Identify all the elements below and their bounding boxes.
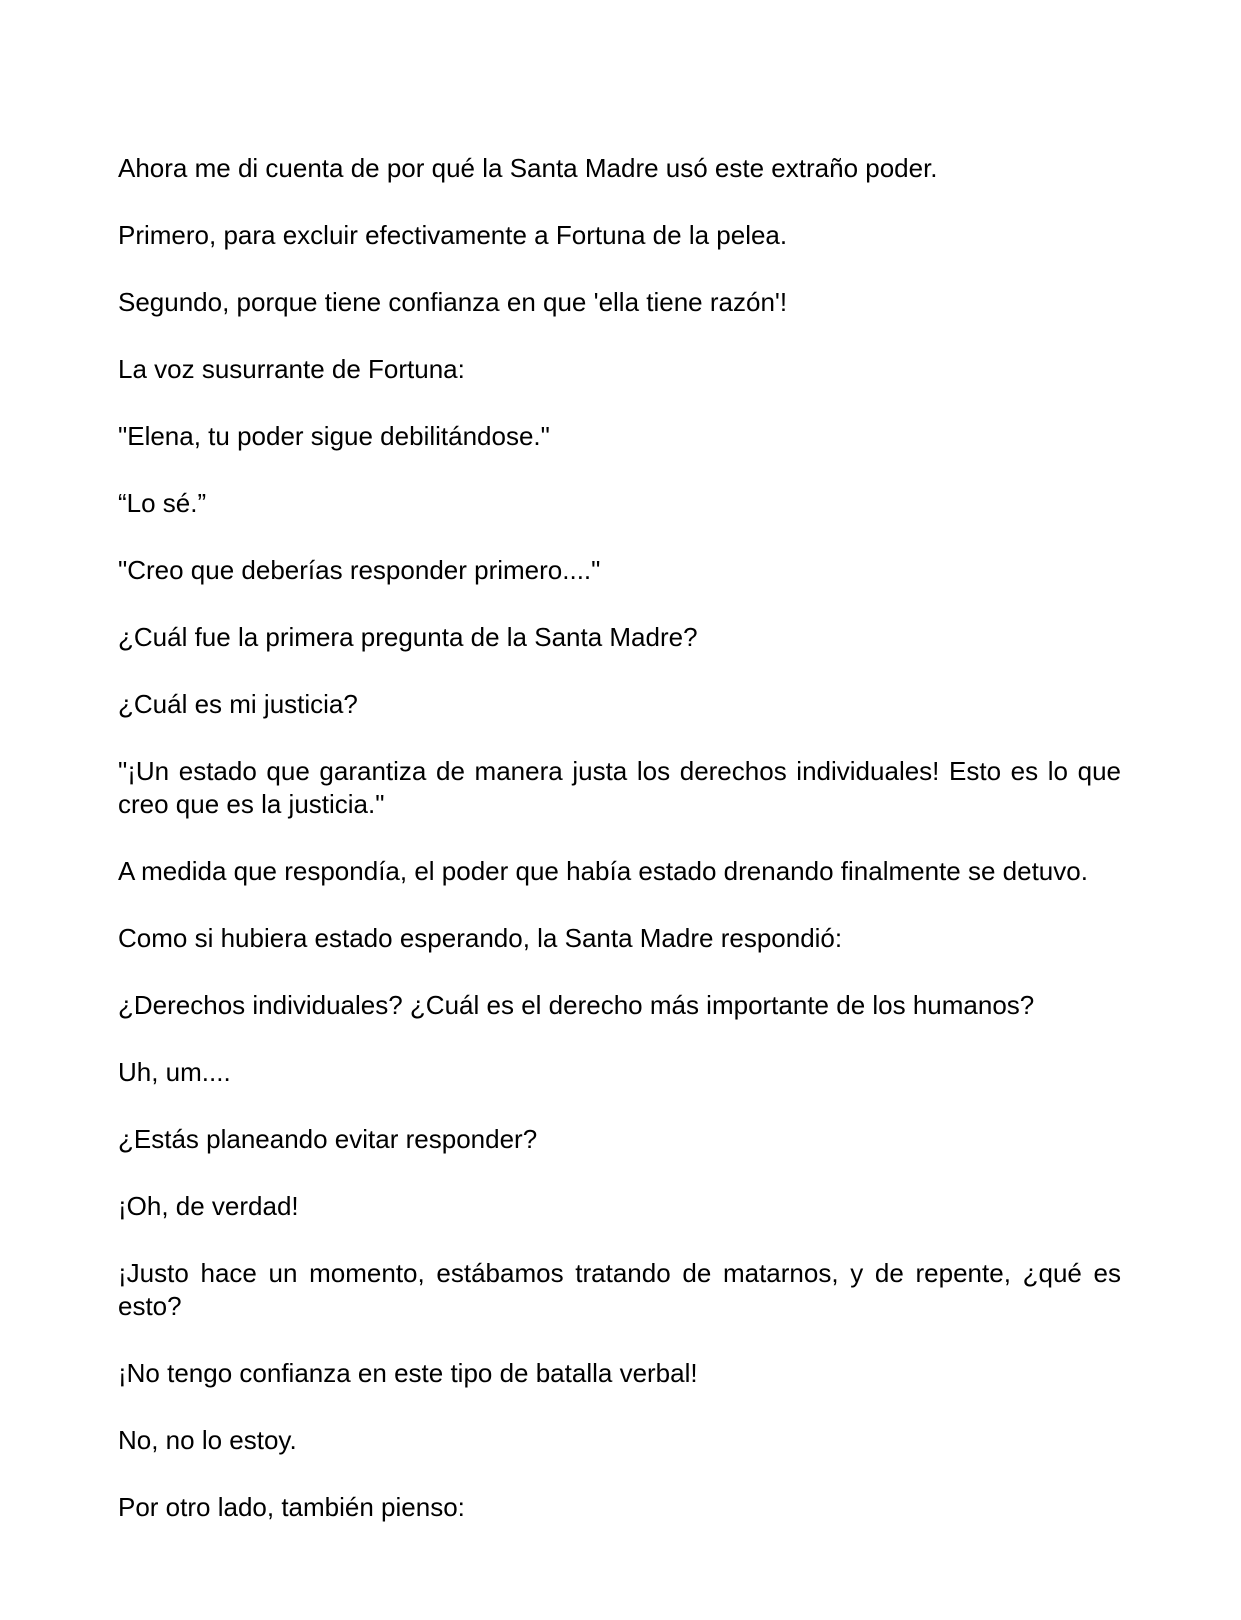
paragraph-13: ¿Derechos individuales? ¿Cuál es el derecho más importante de los humanos? [118,990,1035,1020]
paragraph-10: "¡Un estado que garantiza de manera justa los derechos individuales! Esto es lo que creo que es la justicia." [118,756,1121,819]
paragraph-16: ¡Oh, de verdad! [118,1191,299,1221]
paragraph-11: A medida que respondía, el poder que había estado drenando finalmente se detuvo. [118,856,1088,886]
paragraph-20: Por otro lado, también pienso: [118,1492,465,1522]
paragraph-2: Primero, para excluir efectivamente a Fortuna de la pelea. [118,220,788,250]
paragraph-9: ¿Cuál es mi justicia? [118,689,358,719]
paragraph-4: La voz susurrante de Fortuna: [118,354,465,384]
paragraph-7: "Creo que deberías responder primero...." [118,555,601,585]
body-text [118,152,1121,1524]
paragraph-5: "Elena, tu poder sigue debilitándose." [118,421,550,451]
paragraph-18: ¡No tengo confianza en este tipo de batalla verbal! [118,1358,698,1388]
paragraph-17: ¡Justo hace un momento, estábamos tratando de matarnos, y de repente, ¿qué es esto? [118,1258,1121,1321]
paragraph-15: ¿Estás planeando evitar responder? [118,1124,538,1154]
paragraph-14: Uh, um.... [118,1057,231,1087]
paragraph-3: Segundo, porque tiene confianza en que 'ella tiene razón'! [118,287,788,317]
paragraph-8: ¿Cuál fue la primera pregunta de la Santa Madre? [118,622,698,652]
paragraph-6: “Lo sé.” [118,488,207,518]
paragraph-19: No, no lo estoy. [118,1425,297,1455]
paragraph-12: Como si hubiera estado esperando, la Santa Madre respondió: [118,923,843,953]
paragraph-1: Ahora me di cuenta de por qué la Santa Madre usó este extraño poder. [118,153,938,183]
